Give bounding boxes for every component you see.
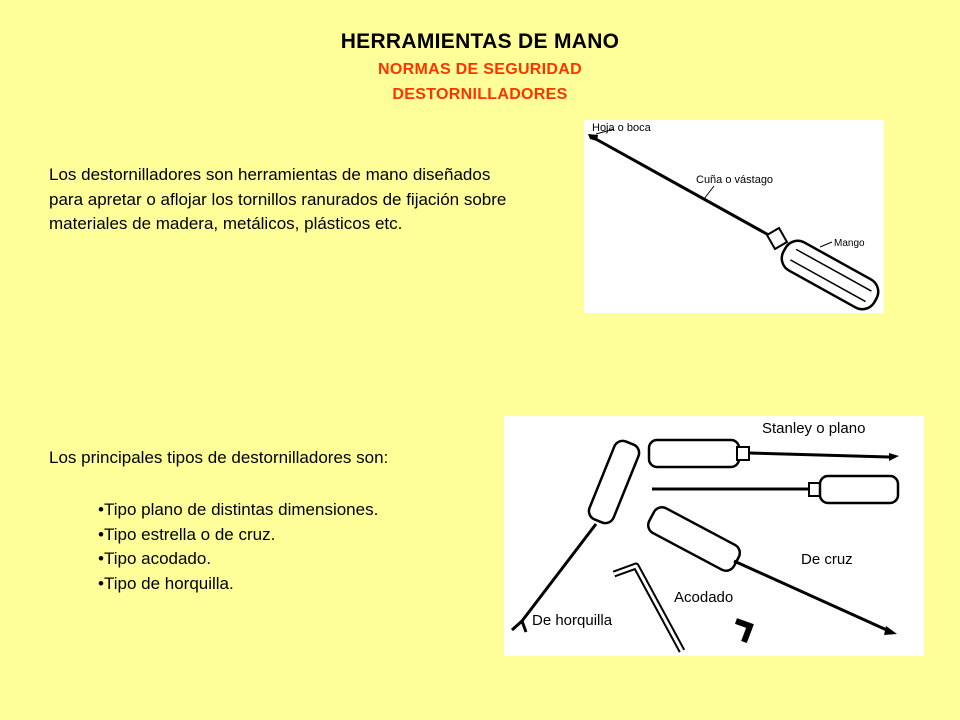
label-cross: De cruz bbox=[801, 551, 853, 568]
subtitle-screwdrivers: DESTORNILLADORES bbox=[392, 86, 568, 103]
list-item: • Tipo plano de distintas dimensiones. bbox=[98, 498, 378, 523]
label-shank: Cuña o vástago bbox=[696, 174, 774, 186]
label-fork: De horquilla bbox=[532, 612, 613, 629]
list-item: • Tipo acodado. bbox=[98, 547, 378, 572]
label-handle: Mango bbox=[834, 238, 865, 249]
shank-leader bbox=[704, 186, 714, 199]
ferrule bbox=[767, 228, 787, 249]
label-flat: Stanley o plano bbox=[762, 420, 866, 437]
handle-shape bbox=[777, 236, 883, 313]
screwdriver-types-figure bbox=[504, 416, 924, 656]
shank-line bbox=[594, 138, 774, 238]
intro-paragraph: Los destornilladores son herramientas de mano diseñados para apretar o aflojar los tornillos ranurados de fijación sobre materiales de madera, metálicos, plásticos etc. bbox=[49, 165, 507, 233]
screwdriver-parts-drawing bbox=[584, 120, 884, 313]
flat-screwdriver-2 bbox=[652, 476, 898, 503]
types-heading: Los principales tipos de destornilladores son: bbox=[49, 448, 389, 467]
list-item: • Tipo estrella o de cruz. bbox=[98, 523, 378, 548]
types-list bbox=[98, 498, 378, 597]
fork-screwdriver bbox=[512, 438, 642, 632]
offset-screwdriver bbox=[614, 566, 750, 651]
subtitle-safety: NORMAS DE SEGURIDAD bbox=[378, 61, 582, 78]
blade-tip bbox=[588, 134, 598, 141]
label-offset: Acodado bbox=[674, 589, 734, 606]
handle-leader bbox=[820, 242, 832, 247]
label-blade: Hoja o boca bbox=[592, 122, 651, 134]
page-title: HERRAMIENTAS DE MANO bbox=[340, 30, 620, 53]
list-item: • Tipo de horquilla. bbox=[98, 572, 378, 597]
screwdriver-types-drawing bbox=[504, 416, 924, 656]
cross-screwdriver bbox=[645, 504, 897, 635]
flat-screwdriver-1 bbox=[649, 440, 899, 467]
screwdriver-parts-figure bbox=[584, 120, 884, 313]
